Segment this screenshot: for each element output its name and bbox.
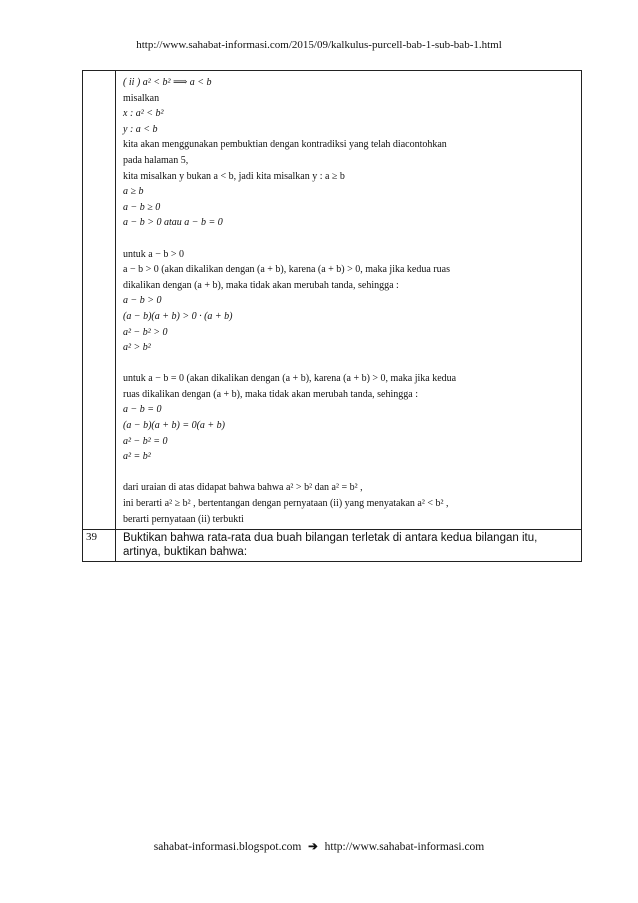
table-row: [83, 530, 582, 562]
question-number: 39: [83, 530, 116, 562]
arrow-right-icon: ➔: [308, 841, 318, 853]
solution-line: a − b > 0: [123, 295, 162, 307]
page-footer: [0, 839, 638, 853]
table-row: [83, 71, 582, 530]
footer-site-link[interactable]: http://www.sahabat-informasi.com: [324, 841, 485, 853]
footer-blog-link[interactable]: sahabat-informasi.blogspot.com: [153, 841, 302, 853]
solution-line: a² > b²: [123, 342, 151, 354]
solution-line: dari uraian di atas didapat bahwa bahwa a² > b² dan a² = b² ,: [123, 482, 363, 494]
solution-line: ( ii ) a² < b² ⟹ a < b: [123, 77, 212, 88]
solution-line: a − b = 0: [123, 404, 162, 416]
row-number-cell: [83, 71, 116, 530]
solution-line: a² − b² = 0: [123, 435, 168, 447]
solution-line: kita misalkan y bukan a < b, jadi kita misalkan y : a ≥ b: [123, 170, 345, 182]
blank-line: [123, 356, 575, 372]
blank-line: [123, 231, 575, 247]
blank-line: [123, 465, 575, 481]
solution-line: y : a < b: [123, 123, 158, 135]
solution-cell: [116, 71, 582, 530]
solution-line: untuk a − b = 0 (akan dikalikan dengan (a + b), karena (a + b) > 0, maka jika kedua: [123, 373, 457, 385]
solution-table: [82, 70, 582, 562]
solution-line: (a − b)(a + b) > 0 · (a + b): [123, 310, 233, 322]
solution-line: dikalikan dengan (a + b), maka tidak akan merubah tanda, sehingga :: [123, 279, 399, 291]
solution-line: berarti pernyataan (ii) terbukti: [123, 513, 244, 525]
solution-line: a − b > 0 atau a − b = 0: [123, 217, 223, 229]
solution-line: kita akan menggunakan pembuktian dengan kontradiksi yang telah diacontohkan: [123, 139, 447, 151]
solution-line: pada halaman 5,: [123, 154, 189, 166]
solution-line: (a − b)(a + b) = 0(a + b): [123, 420, 225, 432]
solution-line: ini berarti a² ≥ b² , bertentangan dengan pernyataan (ii) yang menyatakan a² < b² ,: [123, 498, 449, 510]
solution-line: misalkan: [123, 92, 160, 104]
page-header-url: http://www.sahabat-informasi.com/2015/09/kalkulus-purcell-bab-1-sub-bab-1.html: [136, 39, 502, 51]
solution-line: ruas dikalikan dengan (a + b), maka tidak akan merubah tanda, sehingga :: [123, 388, 418, 400]
solution-line: x : a² < b²: [123, 108, 164, 120]
solution-line: untuk a − b > 0: [123, 248, 184, 260]
solution-line: a − b ≥ 0: [123, 201, 161, 213]
question-text: Buktikan bahwa rata-rata dua buah bilangan terletak di antara kedua bilangan itu, artinya, buktikan bahwa:: [116, 530, 582, 562]
solution-line: a ≥ b: [123, 186, 144, 198]
solution-line: a − b > 0 (akan dikalikan dengan (a + b), karena (a + b) > 0, maka jika kedua ruas: [123, 264, 450, 276]
solution-line: a² = b²: [123, 451, 151, 463]
solution-line: a² − b² > 0: [123, 326, 168, 338]
